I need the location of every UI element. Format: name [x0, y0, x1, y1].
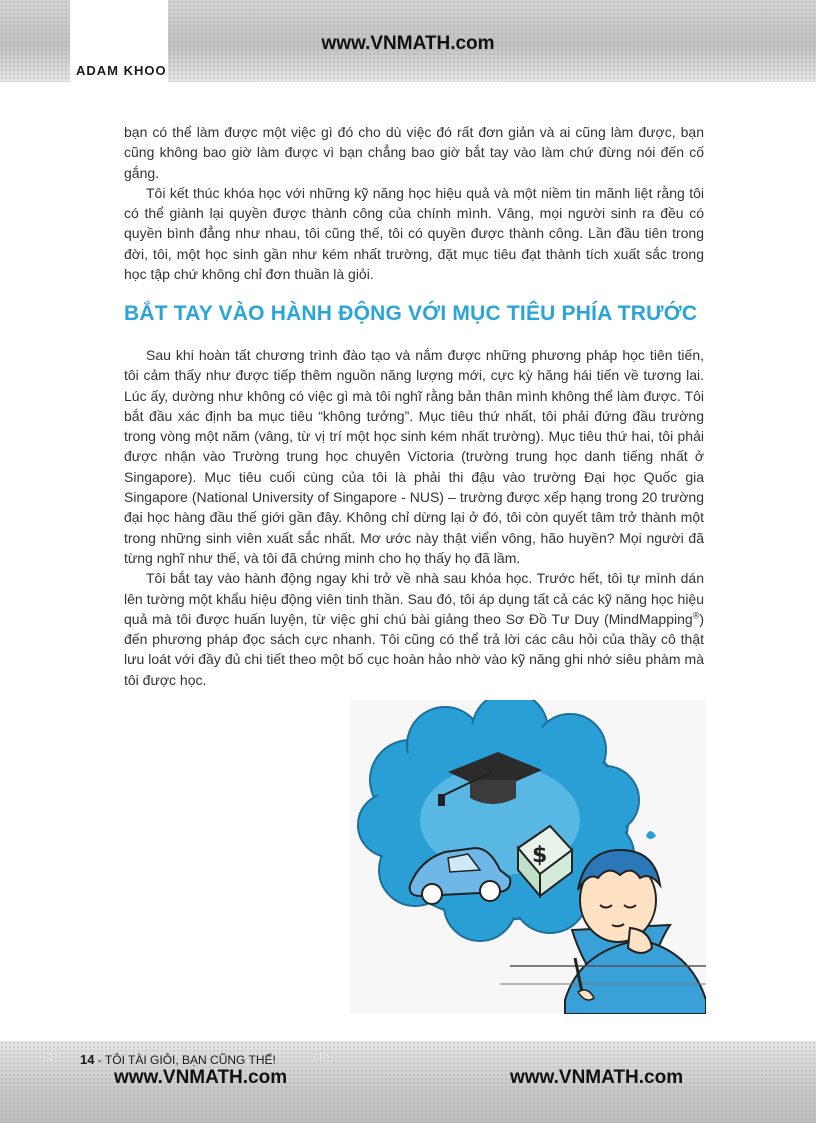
registered-mark: ® — [692, 610, 700, 621]
book-title: - TÔI TÀI GIỎI, BẠN CŨNG THẾ! — [94, 1053, 276, 1067]
double-arrow-icon: ▷▷ — [44, 1048, 56, 1063]
page-number — [80, 1052, 276, 1067]
paragraph-4 — [124, 568, 704, 690]
footer-site-url-right[interactable]: www.VNMATH.com — [510, 1067, 684, 1088]
header-site-url[interactable]: www.VNMATH.com — [321, 33, 495, 54]
svg-text:$: $ — [532, 843, 548, 868]
section-heading: BẮT TAY VÀO HÀNH ĐỘNG VỚI MỤC TIÊU PHÍA TRƯỚC — [124, 302, 698, 325]
footer-site-url-left[interactable]: www.VNMATH.com — [114, 1067, 288, 1088]
body-section-2 — [124, 345, 704, 690]
daydreaming-boy-illustration — [350, 700, 706, 1014]
paragraph-2: Tôi kết thúc khóa học với những kỹ năng học hiệu quả và một niềm tin mãnh liệt rằng tôi có thể giành lại quyền được thành công của chính mình. Vâng, mọi người sinh ra đều có quyền bình đẳng như nhau, tôi cũng thế, tôi có quyền được thành công. Lần đầu tiên trong đời, tôi, một học sinh gần như kém nhất trường, đặt mục tiêu đạt thành tích xuất sắc trong học tập chứ không chỉ đơn thuần là giỏi. — [124, 184, 704, 283]
paragraph-4-part-1: Tôi bắt tay vào hành động ngay khi trở về nhà sau khóa học. Trước hết, tôi tự mình dán lên tường một khẩu hiệu động viên tinh thần. Sau đó, tôi áp dụng tất cả các kỹ năng học hiệu quả mà tôi được huấn luyện, từ việc ghi chú bài giảng theo Sơ Đồ Tư Duy (MindMapping — [124, 570, 704, 627]
paragraph-3: Sau khi hoàn tất chương trình đào tạo và nắm được những phương pháp học tiên tiến, tôi cảm thấy như được tiếp thêm nguồn năng lượng mới, cực kỳ hăng hái tiến về tương lai. Lúc ấy, dường như không có việc gì mà tôi nghĩ rằng bản thân mình không thể làm được. Tôi bắt đầu xác định ba mục tiêu “không tưởng”. Mục tiêu thứ nhất, tôi phải đứng đầu trường trong vòng một năm (vâng, từ vị trí một học sinh kém nhất trường). Mục tiêu thứ hai, tôi phải được nhận vào Trường trung học chuyên Victoria (trường trung học danh tiếng nhất ở Singapore). Mục tiêu cuối cùng của tôi là phải thi đậu vào trường Đại học Quốc gia Singapore (National University of Singapore - NUS) – trường được xếp hạng trong 20 trường đại học hàng đầu thế giới gần đây. Không chỉ dừng lại ở đó, tôi còn quyết tâm trở thành một trong những sinh viên xuất sắc nhất. Mơ ước này thật viển vông, hão huyền? Mọi người đã từng nghĩ như thế, và tôi đã chứng minh cho họ thấy họ đã lầm. — [124, 347, 704, 566]
double-arrow-icon: ▷▷ — [314, 1048, 326, 1063]
header-author: ADAM KHOO — [76, 63, 167, 78]
paragraph-1: bạn có thể làm được một việc gì đó cho dù việc đó rất đơn giản và ai cũng làm được, bạn cũng không bao giờ làm được vì bạn chẳng bao giờ bắt tay vào làm chứ đừng nói đến cố gắng. — [124, 124, 704, 181]
page-number-value: 14 — [80, 1052, 95, 1067]
body-section-1 — [124, 122, 704, 284]
paragraph-4-part-2: ) đến phương pháp đọc sách cực nhanh. Tôi cũng có thể trả lời các câu hỏi của thầy cô thật lưu loát với đầy đủ chi tiết theo một bố cục hoàn hảo nhờ vào kỹ năng ghi nhớ siêu phàm mà tôi được học. — [124, 610, 704, 688]
